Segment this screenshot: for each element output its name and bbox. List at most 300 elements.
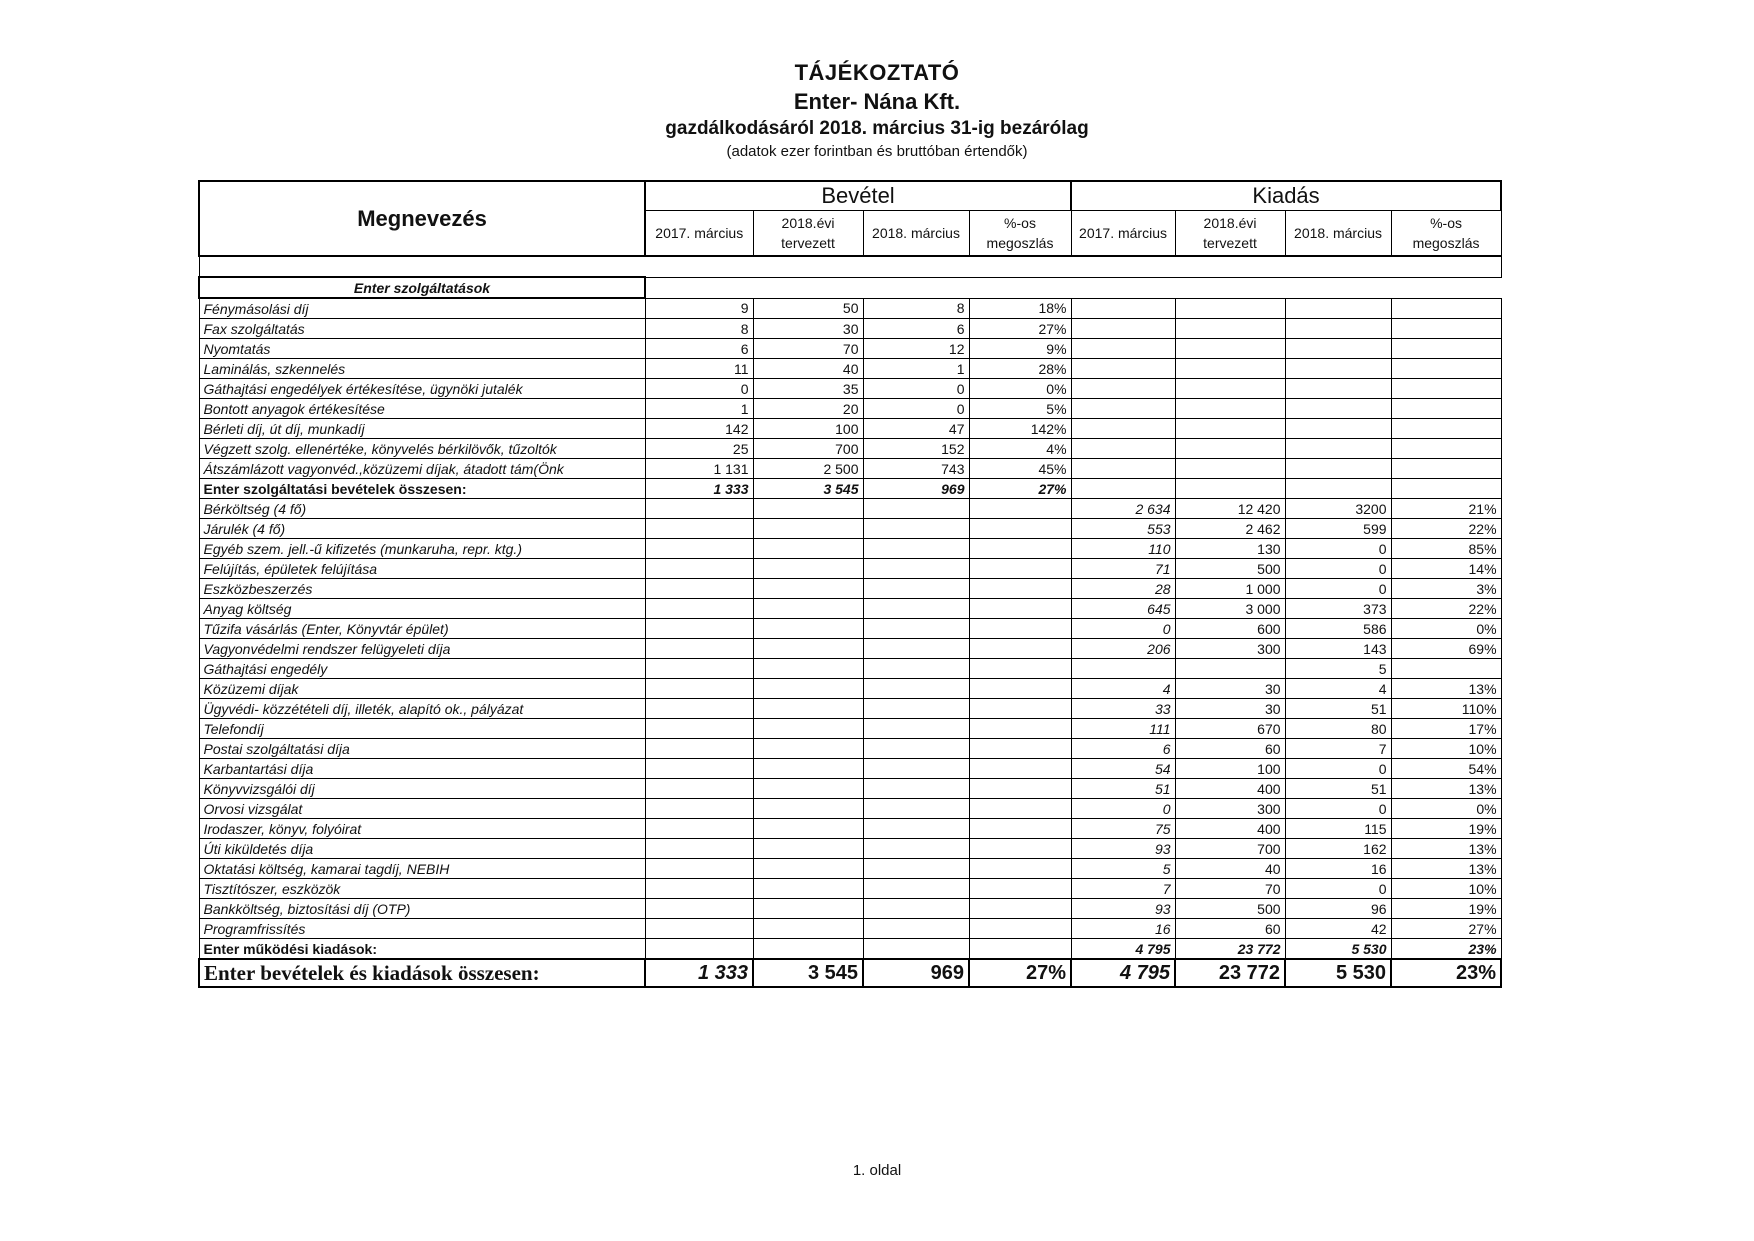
value-cell	[863, 619, 969, 639]
column-subheader: 2018.évi tervezett	[1175, 211, 1285, 257]
value-cell: 152	[863, 439, 969, 459]
value-cell: 5	[1071, 859, 1175, 879]
value-cell: 18%	[969, 298, 1071, 319]
value-cell	[969, 539, 1071, 559]
value-cell	[969, 719, 1071, 739]
value-cell: 645	[1071, 599, 1175, 619]
value-cell: 6	[863, 319, 969, 339]
value-cell: 93	[1071, 899, 1175, 919]
value-cell: 19%	[1391, 819, 1501, 839]
value-cell	[645, 919, 753, 939]
row-label: Postai szolgáltatási díja	[199, 739, 645, 759]
row-label: Fax szolgáltatás	[199, 319, 645, 339]
value-cell: 0	[1285, 879, 1391, 899]
value-cell: 6	[645, 339, 753, 359]
value-cell: 500	[1175, 559, 1285, 579]
value-cell	[753, 819, 863, 839]
value-cell: 1	[645, 399, 753, 419]
row-label: Járulék (4 fő)	[199, 519, 645, 539]
value-cell	[753, 619, 863, 639]
table-row	[199, 579, 1501, 599]
value-cell: 40	[753, 359, 863, 379]
value-cell: 30	[1175, 679, 1285, 699]
value-cell: 2 634	[1071, 499, 1175, 519]
value-cell: 70	[753, 339, 863, 359]
report-period: gazdálkodásáról 2018. március 31-ig bezárólag	[665, 118, 1089, 139]
table-row	[199, 739, 1501, 759]
value-cell	[753, 559, 863, 579]
value-cell	[753, 899, 863, 919]
value-cell	[645, 639, 753, 659]
value-cell: 100	[753, 419, 863, 439]
value-cell	[863, 719, 969, 739]
value-cell: 142	[645, 419, 753, 439]
value-cell: 27%	[969, 479, 1071, 499]
value-cell: 51	[1071, 779, 1175, 799]
value-cell: 4	[1285, 679, 1391, 699]
value-cell	[1391, 419, 1501, 439]
row-label: Úti kiküldetés díja	[199, 839, 645, 859]
row-label: Bontott anyagok értékesítése	[199, 399, 645, 419]
value-cell	[645, 719, 753, 739]
value-cell: 206	[1071, 639, 1175, 659]
value-cell	[645, 679, 753, 699]
value-cell: 54	[1071, 759, 1175, 779]
table-row	[199, 298, 1501, 319]
value-cell	[1175, 459, 1285, 479]
value-cell	[1391, 359, 1501, 379]
value-cell	[1071, 459, 1175, 479]
value-cell: 11	[645, 359, 753, 379]
value-cell	[645, 859, 753, 879]
table-row	[199, 859, 1501, 879]
value-cell	[753, 759, 863, 779]
value-cell	[863, 739, 969, 759]
value-cell	[1175, 359, 1285, 379]
table-row	[199, 359, 1501, 379]
table-row	[199, 759, 1501, 779]
value-cell	[1175, 298, 1285, 319]
value-cell: 143	[1285, 639, 1391, 659]
value-cell	[753, 919, 863, 939]
value-cell: 300	[1175, 639, 1285, 659]
table-row	[199, 559, 1501, 579]
value-cell	[863, 579, 969, 599]
table-row	[199, 499, 1501, 519]
value-cell	[969, 619, 1071, 639]
value-cell: 50	[753, 298, 863, 319]
value-cell: 20	[753, 399, 863, 419]
value-cell: 100	[1175, 759, 1285, 779]
value-cell	[645, 739, 753, 759]
value-cell	[645, 599, 753, 619]
value-cell: 0%	[969, 379, 1071, 399]
value-cell: 700	[753, 439, 863, 459]
value-cell: 0	[1285, 799, 1391, 819]
value-cell	[863, 699, 969, 719]
value-cell: 969	[863, 959, 969, 987]
value-cell	[863, 839, 969, 859]
value-cell	[1391, 459, 1501, 479]
value-cell: 4 795	[1071, 959, 1175, 987]
value-cell: 969	[863, 479, 969, 499]
value-cell	[645, 819, 753, 839]
value-cell	[753, 699, 863, 719]
table-row	[199, 879, 1501, 899]
value-cell: 45%	[969, 459, 1071, 479]
value-cell	[645, 499, 753, 519]
value-cell	[1071, 379, 1175, 399]
value-cell: 0	[863, 399, 969, 419]
value-cell	[969, 759, 1071, 779]
report-title: TÁJÉKOZTATÓ	[794, 60, 960, 85]
value-cell	[753, 859, 863, 879]
column-header-name: Megnevezés	[199, 181, 645, 256]
value-cell	[969, 839, 1071, 859]
value-cell	[863, 919, 969, 939]
value-cell	[1285, 379, 1391, 399]
value-cell: 3200	[1285, 499, 1391, 519]
value-cell	[1391, 319, 1501, 339]
value-cell: 5 530	[1285, 939, 1391, 960]
value-cell	[645, 659, 753, 679]
value-cell: 0	[1071, 799, 1175, 819]
value-cell	[1391, 339, 1501, 359]
value-cell: 14%	[1391, 559, 1501, 579]
value-cell	[753, 879, 863, 899]
value-cell: 0	[1285, 539, 1391, 559]
column-subheader: 2018. március	[1285, 211, 1391, 257]
value-cell	[1071, 298, 1175, 319]
value-cell	[645, 699, 753, 719]
value-cell: 10%	[1391, 879, 1501, 899]
value-cell: 16	[1285, 859, 1391, 879]
value-cell: 0	[1285, 579, 1391, 599]
value-cell	[1071, 659, 1175, 679]
value-cell	[863, 819, 969, 839]
value-cell: 25	[645, 439, 753, 459]
row-label: Felújítás, épületek felújítása	[199, 559, 645, 579]
table-row	[199, 639, 1501, 659]
value-cell: 110	[1071, 539, 1175, 559]
value-cell	[969, 779, 1071, 799]
value-cell	[645, 559, 753, 579]
value-cell	[1071, 359, 1175, 379]
value-cell	[863, 519, 969, 539]
value-cell	[969, 519, 1071, 539]
column-group-income: Bevétel	[645, 181, 1071, 211]
value-cell: 130	[1175, 539, 1285, 559]
value-cell: 9%	[969, 339, 1071, 359]
row-label: Laminálás, szkennelés	[199, 359, 645, 379]
row-label: Anyag költség	[199, 599, 645, 619]
value-cell: 30	[1175, 699, 1285, 719]
value-cell: 93	[1071, 839, 1175, 859]
value-cell	[1175, 319, 1285, 339]
value-cell	[1071, 339, 1175, 359]
value-cell	[1391, 659, 1501, 679]
row-label: Ügyvédi- közzétételi díj, illeték, alapító ok., pályázat	[199, 699, 645, 719]
page-number: 1. oldal	[852, 1162, 902, 1179]
table-row	[199, 779, 1501, 799]
value-cell	[969, 599, 1071, 619]
value-cell: 12 420	[1175, 499, 1285, 519]
value-cell: 670	[1175, 719, 1285, 739]
table-row	[199, 839, 1501, 859]
value-cell	[863, 799, 969, 819]
value-cell: 586	[1285, 619, 1391, 639]
value-cell: 60	[1175, 919, 1285, 939]
value-cell: 22%	[1391, 519, 1501, 539]
column-subheader: 2017. március	[645, 211, 753, 257]
value-cell	[863, 939, 969, 960]
value-cell	[969, 639, 1071, 659]
value-cell	[1285, 459, 1391, 479]
value-cell	[863, 679, 969, 699]
value-cell: 13%	[1391, 679, 1501, 699]
value-cell	[1391, 379, 1501, 399]
column-subheader: %-os megoszlás	[969, 211, 1071, 257]
value-cell	[753, 719, 863, 739]
row-label: Bankköltség, biztosítási díj (OTP)	[199, 899, 645, 919]
value-cell	[1175, 439, 1285, 459]
value-cell: 599	[1285, 519, 1391, 539]
table-row	[199, 479, 1501, 499]
value-cell: 16	[1071, 919, 1175, 939]
value-cell: 0%	[1391, 619, 1501, 639]
table-row	[199, 459, 1501, 479]
value-cell: 1 333	[645, 479, 753, 499]
value-cell	[1175, 399, 1285, 419]
value-cell	[969, 559, 1071, 579]
value-cell: 51	[1285, 699, 1391, 719]
row-label: Gáthajtási engedélyek értékesítése, ügynöki jutalék	[199, 379, 645, 399]
value-cell	[1391, 298, 1501, 319]
value-cell: 0	[1285, 559, 1391, 579]
value-cell: 47	[863, 419, 969, 439]
value-cell: 22%	[1391, 599, 1501, 619]
column-group-expense: Kiadás	[1071, 181, 1501, 211]
table-row	[199, 919, 1501, 939]
value-cell	[863, 539, 969, 559]
value-cell: 110%	[1391, 699, 1501, 719]
row-label: Bérköltség (4 fő)	[199, 499, 645, 519]
value-cell	[645, 799, 753, 819]
value-cell	[753, 519, 863, 539]
value-cell	[969, 679, 1071, 699]
table-row	[199, 939, 1501, 960]
value-cell: 7	[1285, 739, 1391, 759]
value-cell	[1175, 479, 1285, 499]
value-cell: 51	[1285, 779, 1391, 799]
value-cell	[969, 579, 1071, 599]
value-cell	[753, 659, 863, 679]
value-cell: 21%	[1391, 499, 1501, 519]
value-cell	[645, 539, 753, 559]
value-cell: 400	[1175, 819, 1285, 839]
value-cell: 2 500	[753, 459, 863, 479]
value-cell: 400	[1175, 779, 1285, 799]
value-cell: 5	[1285, 659, 1391, 679]
value-cell: 19%	[1391, 899, 1501, 919]
table-row	[199, 899, 1501, 919]
table-row	[199, 819, 1501, 839]
value-cell	[969, 939, 1071, 960]
value-cell: 80	[1285, 719, 1391, 739]
value-cell: 115	[1285, 819, 1391, 839]
table-row	[199, 959, 1501, 987]
value-cell	[1285, 419, 1391, 439]
value-cell: 23 772	[1175, 939, 1285, 960]
value-cell	[863, 639, 969, 659]
row-label: Átszámlázott vagyonvéd.,közüzemi díjak, átadott tám(Önk	[199, 459, 645, 479]
value-cell: 2 462	[1175, 519, 1285, 539]
table-row	[199, 419, 1501, 439]
row-label: Programfrissítés	[199, 919, 645, 939]
value-cell: 27%	[969, 319, 1071, 339]
value-cell	[753, 539, 863, 559]
value-cell	[863, 599, 969, 619]
value-cell: 13%	[1391, 839, 1501, 859]
value-cell: 12	[863, 339, 969, 359]
value-cell: 85%	[1391, 539, 1501, 559]
row-label: Végzett szolg. ellenértéke, könyvelés bérkilövők, tűzoltók	[199, 439, 645, 459]
row-label: Gáthajtási engedély	[199, 659, 645, 679]
value-cell: 1 131	[645, 459, 753, 479]
value-cell	[1071, 419, 1175, 439]
row-label: Telefondíj	[199, 719, 645, 739]
row-label: Eszközbeszerzés	[199, 579, 645, 599]
value-cell: 3%	[1391, 579, 1501, 599]
value-cell	[863, 879, 969, 899]
table-row	[199, 519, 1501, 539]
value-cell	[969, 859, 1071, 879]
value-cell	[1175, 379, 1285, 399]
value-cell: 7	[1071, 879, 1175, 899]
income-total-label: Enter szolgáltatási bevételek összesen:	[199, 479, 645, 499]
value-cell: 23%	[1391, 939, 1501, 960]
value-cell	[753, 779, 863, 799]
value-cell	[1285, 339, 1391, 359]
value-cell	[969, 739, 1071, 759]
report-header	[0, 58, 1754, 162]
table-row	[199, 799, 1501, 819]
value-cell	[863, 659, 969, 679]
value-cell: 111	[1071, 719, 1175, 739]
value-cell: 600	[1175, 619, 1285, 639]
table-row	[199, 659, 1501, 679]
value-cell	[645, 779, 753, 799]
value-cell: 1 333	[645, 959, 753, 987]
value-cell: 23 772	[1175, 959, 1285, 987]
value-cell: 8	[645, 319, 753, 339]
value-cell: 5 530	[1285, 959, 1391, 987]
value-cell	[753, 599, 863, 619]
table-row	[199, 599, 1501, 619]
row-label: Tisztítószer, eszközök	[199, 879, 645, 899]
value-cell: 10%	[1391, 739, 1501, 759]
value-cell	[645, 519, 753, 539]
value-cell: 28	[1071, 579, 1175, 599]
value-cell	[969, 659, 1071, 679]
value-cell	[1285, 399, 1391, 419]
value-cell	[1285, 319, 1391, 339]
value-cell	[753, 499, 863, 519]
value-cell	[1175, 339, 1285, 359]
value-cell	[1071, 479, 1175, 499]
value-cell	[863, 779, 969, 799]
row-label: Vagyonvédelmi rendszer felügyeleti díja	[199, 639, 645, 659]
table-row	[199, 619, 1501, 639]
value-cell	[645, 579, 753, 599]
value-cell	[1285, 479, 1391, 499]
value-cell	[1391, 439, 1501, 459]
value-cell: 60	[1175, 739, 1285, 759]
value-cell: 3 000	[1175, 599, 1285, 619]
value-cell: 0	[863, 379, 969, 399]
table-row	[199, 719, 1501, 739]
value-cell: 30	[753, 319, 863, 339]
value-cell: 96	[1285, 899, 1391, 919]
value-cell: 743	[863, 459, 969, 479]
value-cell	[753, 839, 863, 859]
value-cell: 9	[645, 298, 753, 319]
table-row	[199, 399, 1501, 419]
value-cell	[1391, 399, 1501, 419]
row-label: Egyéb szem. jell.-ű kifizetés (munkaruha, repr. ktg.)	[199, 539, 645, 559]
value-cell: 553	[1071, 519, 1175, 539]
value-cell: 4%	[969, 439, 1071, 459]
column-subheader: 2018. március	[863, 211, 969, 257]
value-cell: 3 545	[753, 959, 863, 987]
value-cell	[969, 879, 1071, 899]
value-cell	[1175, 659, 1285, 679]
table-row	[199, 699, 1501, 719]
value-cell	[1071, 399, 1175, 419]
value-cell: 8	[863, 298, 969, 319]
value-cell: 71	[1071, 559, 1175, 579]
row-label: Tűzifa vásárlás (Enter, Könyvtár épület)	[199, 619, 645, 639]
value-cell: 162	[1285, 839, 1391, 859]
value-cell	[753, 579, 863, 599]
value-cell	[645, 899, 753, 919]
value-cell	[1071, 439, 1175, 459]
value-cell: 35	[753, 379, 863, 399]
value-cell: 13%	[1391, 779, 1501, 799]
value-cell: 500	[1175, 899, 1285, 919]
value-cell: 13%	[1391, 859, 1501, 879]
value-cell	[863, 859, 969, 879]
value-cell	[1391, 479, 1501, 499]
value-cell	[645, 759, 753, 779]
value-cell	[863, 559, 969, 579]
value-cell	[1071, 319, 1175, 339]
value-cell	[753, 739, 863, 759]
table-row	[199, 379, 1501, 399]
value-cell	[863, 499, 969, 519]
value-cell: 0	[645, 379, 753, 399]
table-row	[199, 319, 1501, 339]
value-cell: 27%	[1391, 919, 1501, 939]
value-cell	[969, 699, 1071, 719]
value-cell: 1	[863, 359, 969, 379]
value-cell: 0%	[1391, 799, 1501, 819]
value-cell: 28%	[969, 359, 1071, 379]
value-cell: 5%	[969, 399, 1071, 419]
row-label: Oktatási költség, kamarai tagdíj, NEBIH	[199, 859, 645, 879]
value-cell: 1 000	[1175, 579, 1285, 599]
value-cell: 700	[1175, 839, 1285, 859]
